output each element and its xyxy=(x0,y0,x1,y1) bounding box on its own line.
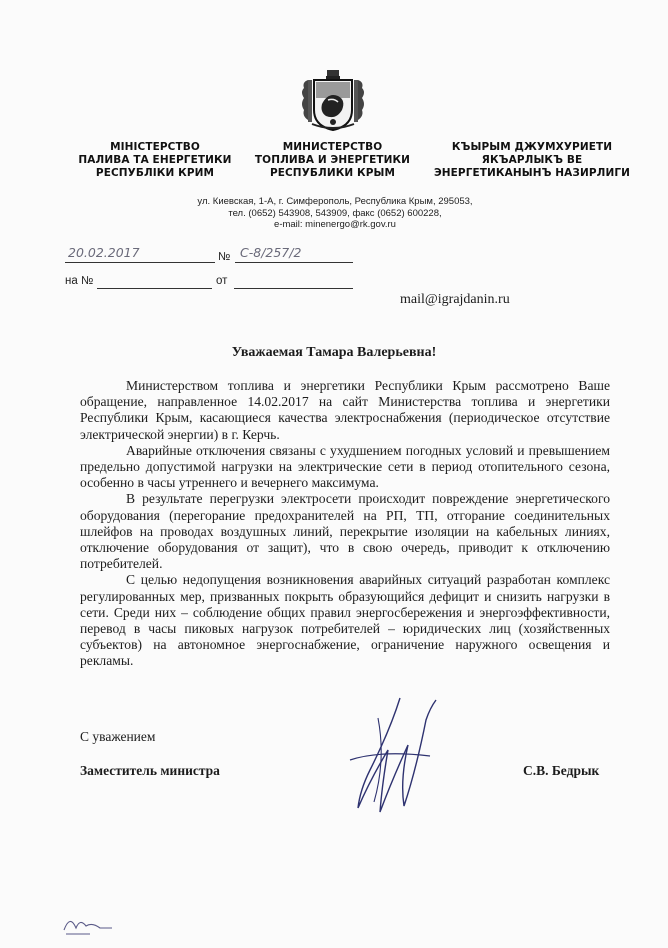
outgoing-date-handwritten: 20.02.2017 xyxy=(68,245,140,260)
recipient-email: mail@igrajdanin.ru xyxy=(400,292,510,307)
ministry-name-russian: МИНИСТЕРСТВО ТОПЛИВА И ЭНЕРГЕТИКИ РЕСПУБЛИКИ КРЫМ xyxy=(254,141,411,179)
ministry-address-block xyxy=(150,196,520,231)
body-paragraph: С целью недопущения возникновения аварийных ситуаций разработан комплекс регулированных мер, призванных покрыть образующийся дефицит и снизить нагрузки в сети. Среди них – соблюдение общих правил энергосбережения и энергоэффективности, перевод в часы пиковых нагрузок потребителей – юридических лиц (хозяйственных субъектов) на автономное энергоснабжение, ограничение наружного освещения и рекламы. xyxy=(80,572,610,669)
address-line: ул. Киевская, 1-А, г. Симферополь, Республика Крым, 295053, xyxy=(197,196,473,207)
letter-body xyxy=(80,378,610,670)
handwritten-signature xyxy=(330,690,455,820)
reference-number-line xyxy=(97,274,212,289)
outgoing-number-handwritten: С-8/257/2 xyxy=(240,245,302,260)
crimea-coat-of-arms-icon xyxy=(298,70,368,132)
reference-date-label: от xyxy=(216,275,228,287)
ministry-name-crimean-tatar: КЪЫРЫМ ДЖУМХУРИЕТИ ЯКЪАРЛЫКЪ ВЕ ЭНЕРГЕТИКАНЫНЪ НАЗИРЛИГИ xyxy=(433,141,631,179)
signer-name: С.В. Бедрык xyxy=(523,763,600,778)
letter-closing: С уважением xyxy=(80,729,156,744)
body-paragraph: Министерством топлива и энергетики Республики Крым рассмотрено Ваше обращение, направленное 14.02.2017 на сайт Министерства топлива и энергетики Республики Крым, касающиеся качества электроснабжения (периодическое отсутствие электрической энергии) в г. Керчь. xyxy=(80,378,610,442)
body-paragraph: Аварийные отключения связаны с ухудшением погодных условий и превышением предельно допустимой нагрузки на электрические сети в период отопительного сезона, особенно в часы утреннего и вечернего максимума. xyxy=(80,442,610,491)
outgoing-number-label: № xyxy=(218,251,231,263)
phone-line: тел. (0652) 543908, 543909, факс (0652) 600228, xyxy=(228,207,442,219)
body-paragraph: В результате перегрузки электросети происходит повреждение энергетического оборудования (перегорание предохранителей на РП, ТП, отгорание соединительных шлейфов на проводах воздушных линий, перекрытие изоляции на кабельных линиях, отключение оборудования от защит), что в свою очередь, приводит к отключению потребителей. xyxy=(80,491,610,572)
ministry-name-ukrainian: МІНІСТЕРСТВО ПАЛИВА ТА ЕНЕРГЕТИКИ РЕСПУБЛІКИ КРИМ xyxy=(78,141,232,179)
letter-greeting: Уважаемая Тамара Валерьевна! xyxy=(231,345,437,360)
signer-position: Заместитель министра xyxy=(80,763,220,778)
handwritten-initials xyxy=(60,908,120,938)
reference-date-line xyxy=(234,274,353,289)
reference-number-label: на № xyxy=(65,275,94,287)
email-line: e-mail: minenergo@rk.gov.ru xyxy=(274,219,396,230)
